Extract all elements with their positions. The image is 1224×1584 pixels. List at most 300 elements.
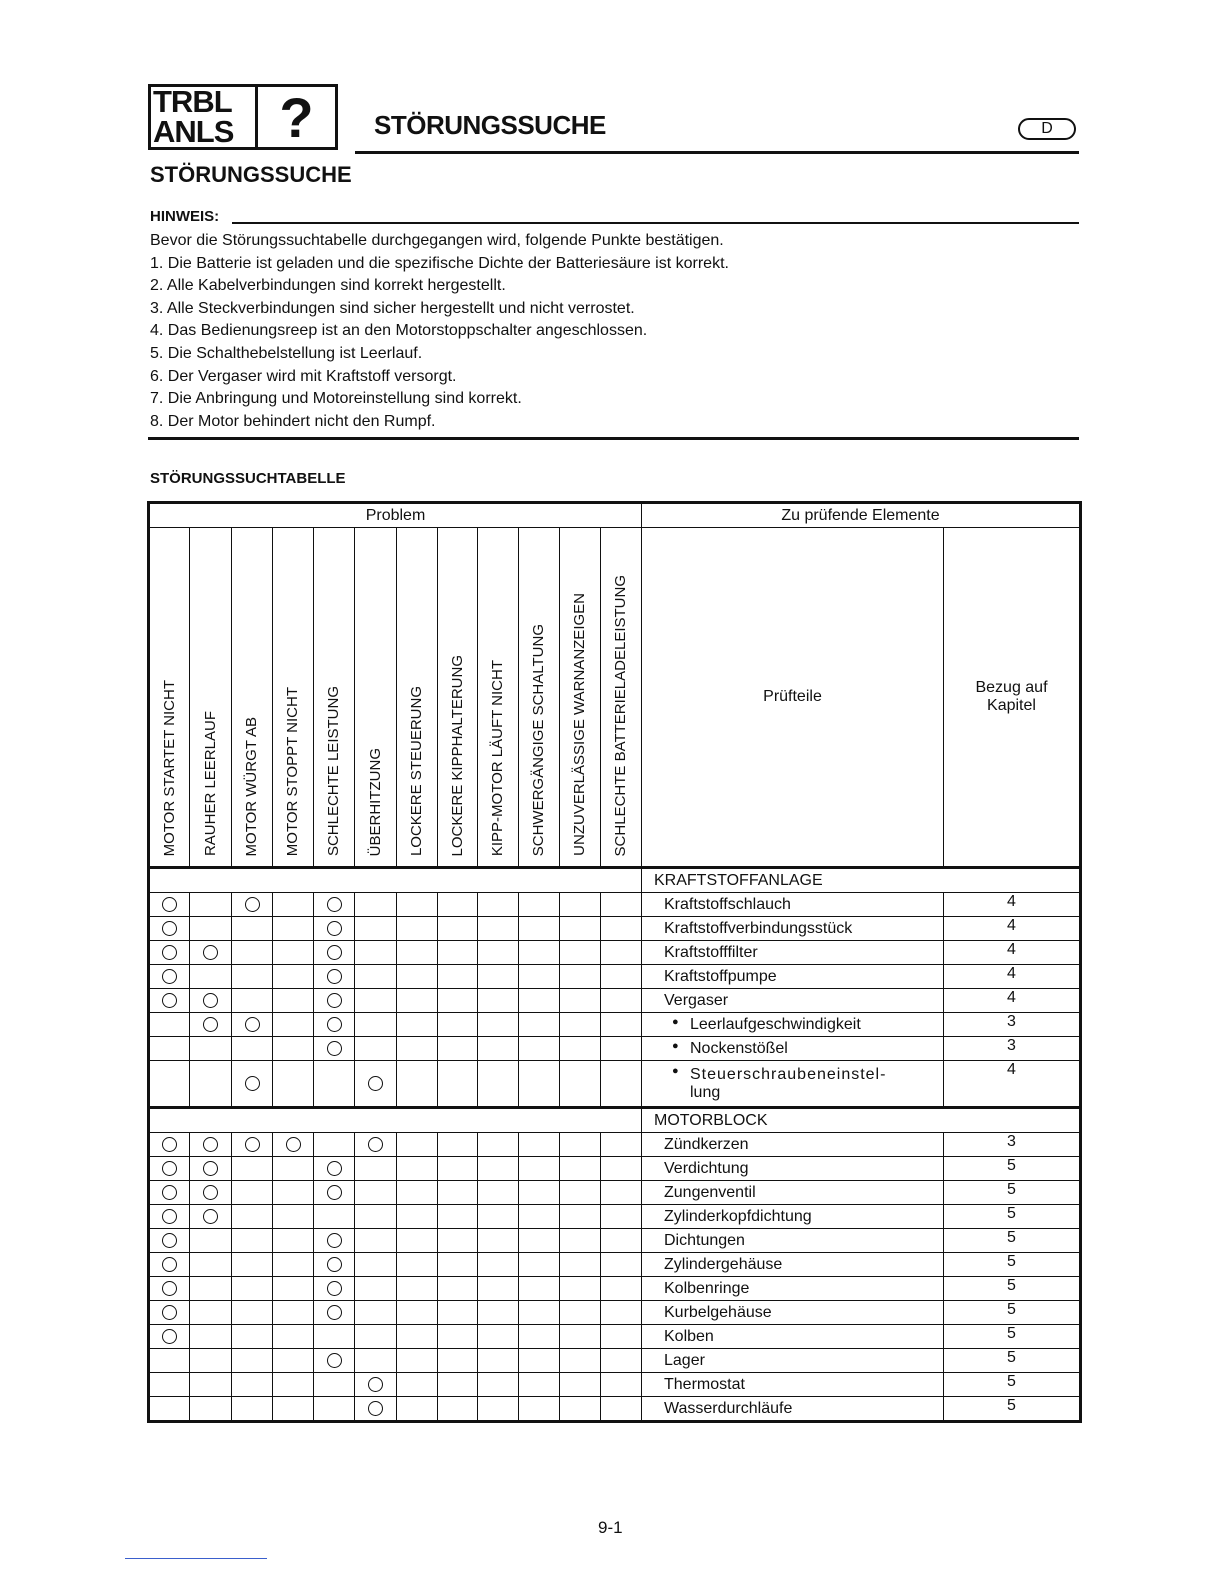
mark-cell — [190, 1061, 232, 1108]
mark-cell — [190, 1397, 232, 1422]
mark-cell — [355, 1061, 397, 1108]
mark-cell — [560, 1205, 601, 1229]
mark-cell — [314, 1205, 355, 1229]
circle-mark-icon — [162, 969, 177, 984]
mark-cell — [601, 1061, 642, 1108]
mark-cell — [355, 917, 397, 941]
problem-label: ÜBERHITZUNG — [366, 747, 384, 856]
mark-cell — [149, 1133, 190, 1157]
mark-cell — [355, 1133, 397, 1157]
mark-cell — [478, 1373, 519, 1397]
circle-mark-icon — [368, 1137, 383, 1152]
mark-cell — [232, 989, 273, 1013]
circle-mark-icon — [162, 1209, 177, 1224]
note-line: 1. Die Batterie ist geladen und die spezifische Dichte der Batteriesäure ist korrekt. — [150, 254, 729, 272]
mark-cell — [560, 1013, 601, 1037]
mark-cell — [397, 1157, 438, 1181]
part-name — [642, 1277, 944, 1301]
mark-cell — [478, 917, 519, 941]
mark-cell — [438, 1325, 478, 1349]
note-line: 2. Alle Kabelverbindungen sind korrekt hergestellt. — [150, 277, 506, 295]
circle-mark-icon — [327, 1305, 342, 1320]
mark-cell — [355, 1277, 397, 1301]
mark-cell — [273, 965, 314, 989]
circle-mark-icon — [203, 1185, 218, 1200]
mark-cell — [397, 1373, 438, 1397]
table-row — [149, 989, 1081, 1013]
mark-cell — [149, 1037, 190, 1061]
mark-cell — [232, 1037, 273, 1061]
circle-mark-icon — [162, 993, 177, 1008]
circle-mark-icon — [203, 1137, 218, 1152]
circle-mark-icon — [327, 1017, 342, 1032]
mark-cell — [601, 965, 642, 989]
mark-cell — [438, 1013, 478, 1037]
mark-cell — [601, 1181, 642, 1205]
mark-cell — [601, 1037, 642, 1061]
problem-label: SCHLECHTE LEISTUNG — [325, 685, 342, 856]
mark-cell — [519, 989, 560, 1013]
mark-cell — [190, 941, 232, 965]
mark-cell — [438, 1229, 478, 1253]
header-title: STÖRUNGSSUCHE — [374, 110, 606, 140]
mark-cell — [601, 1301, 642, 1325]
note-bottom-rule — [148, 437, 1079, 440]
problem-header: Problem — [149, 503, 642, 528]
mark-cell — [273, 1133, 314, 1157]
mark-cell — [519, 1037, 560, 1061]
mark-cell — [190, 1253, 232, 1277]
mark-cell — [438, 1373, 478, 1397]
mark-cell — [314, 1157, 355, 1181]
chapter-ref: 5 — [944, 1397, 1081, 1422]
circle-mark-icon — [327, 1233, 342, 1248]
problem-column-header — [601, 528, 642, 868]
mark-cell — [355, 989, 397, 1013]
mark-cell — [438, 1205, 478, 1229]
mark-cell — [438, 989, 478, 1013]
mark-cell — [273, 1373, 314, 1397]
mark-cell — [601, 1013, 642, 1037]
mark-cell — [190, 1181, 232, 1205]
circle-mark-icon — [162, 945, 177, 960]
mark-cell — [519, 1229, 560, 1253]
part-name — [642, 1013, 944, 1037]
mark-cell — [314, 1301, 355, 1325]
mark-cell — [232, 1301, 273, 1325]
circle-mark-icon — [162, 1281, 177, 1296]
mark-cell — [273, 941, 314, 965]
mark-cell — [560, 989, 601, 1013]
part-name — [642, 1181, 944, 1205]
mark-cell — [314, 917, 355, 941]
chapter-ref: 5 — [944, 1157, 1081, 1181]
mark-cell — [190, 1229, 232, 1253]
mark-cell — [397, 1181, 438, 1205]
mark-cell — [397, 1013, 438, 1037]
mark-cell — [397, 1325, 438, 1349]
mark-cell — [397, 1061, 438, 1108]
mark-cell — [560, 1253, 601, 1277]
part-name — [642, 917, 944, 941]
circle-mark-icon — [162, 1257, 177, 1272]
mark-cell — [232, 965, 273, 989]
table-row — [149, 1349, 1081, 1373]
chapter-ref: 5 — [944, 1325, 1081, 1349]
problem-label: UNZUVERLÄSSIGE WARNANZEIGEN — [571, 593, 588, 856]
mark-cell — [560, 1181, 601, 1205]
problem-label: MOTOR STARTET NICHT — [160, 679, 178, 856]
mark-cell — [232, 1133, 273, 1157]
mark-cell — [478, 1397, 519, 1422]
part-text: Wasserdurchläufe — [664, 1399, 793, 1417]
mark-cell — [355, 1373, 397, 1397]
mark-cell — [601, 989, 642, 1013]
problem-label: MOTOR WÜRGT AB — [243, 716, 260, 856]
part-text: Lager — [664, 1351, 705, 1369]
mark-cell — [355, 941, 397, 965]
circle-mark-icon — [368, 1377, 383, 1392]
decorative-line — [125, 1558, 267, 1559]
problem-column-header — [149, 528, 190, 868]
part-text: Thermostat — [664, 1375, 745, 1393]
mark-cell — [232, 1013, 273, 1037]
circle-mark-icon — [368, 1401, 383, 1416]
mark-cell — [190, 1205, 232, 1229]
chapter-ref: 4 — [944, 893, 1081, 917]
mark-cell — [232, 1157, 273, 1181]
part-text: Kolben — [664, 1327, 714, 1345]
mark-cell — [273, 1253, 314, 1277]
mark-cell — [355, 1349, 397, 1373]
mark-cell — [601, 1133, 642, 1157]
mark-cell — [478, 1205, 519, 1229]
mark-cell — [149, 893, 190, 917]
mark-cell — [397, 1229, 438, 1253]
mark-cell — [519, 965, 560, 989]
mark-cell — [355, 1037, 397, 1061]
circle-mark-icon — [327, 1041, 342, 1056]
troubleshooting-table — [147, 501, 1082, 1423]
mark-cell — [149, 1325, 190, 1349]
part-name — [642, 1349, 944, 1373]
note-line: 4. Das Bedienungsreep ist an den Motorstoppschalter angeschlossen. — [150, 322, 648, 340]
mark-cell — [190, 1037, 232, 1061]
mark-cell — [149, 989, 190, 1013]
mark-cell — [478, 1229, 519, 1253]
bullet-icon: ● — [672, 1040, 679, 1052]
mark-cell — [438, 1181, 478, 1205]
mark-cell — [519, 1373, 560, 1397]
circle-mark-icon — [327, 945, 342, 960]
chapter-ref: 4 — [944, 941, 1081, 965]
chapter-ref: 4 — [944, 989, 1081, 1013]
mark-cell — [232, 917, 273, 941]
problem-label: KIPP-MOTOR LÄUFT NICHT — [489, 659, 506, 856]
part-text: Nockenstößel — [690, 1039, 788, 1057]
mark-cell — [601, 1397, 642, 1422]
problem-label: LOCKERE STEUERUNG — [408, 685, 425, 856]
circle-mark-icon — [162, 921, 177, 936]
mark-cell — [601, 1253, 642, 1277]
mark-cell — [397, 1205, 438, 1229]
language-mark: D — [1018, 118, 1076, 140]
mark-cell — [560, 941, 601, 965]
circle-mark-icon — [327, 921, 342, 936]
mark-cell — [273, 1181, 314, 1205]
mark-cell — [601, 1349, 642, 1373]
circle-mark-icon — [162, 1161, 177, 1176]
problem-column-header — [355, 528, 397, 868]
mark-cell — [273, 1277, 314, 1301]
mark-cell — [355, 1157, 397, 1181]
mark-cell — [190, 893, 232, 917]
mark-cell — [355, 1205, 397, 1229]
section-spacer — [149, 1108, 642, 1133]
mark-cell — [314, 1229, 355, 1253]
mark-cell — [519, 1133, 560, 1157]
page-title: STÖRUNGSSUCHE — [150, 162, 352, 187]
mark-cell — [314, 1253, 355, 1277]
mark-cell — [397, 1349, 438, 1373]
mark-cell — [149, 1205, 190, 1229]
chapter-ref: 5 — [944, 1349, 1081, 1373]
circle-mark-icon — [245, 897, 260, 912]
note-top-rule — [232, 222, 1079, 224]
part-text: Kraftstofffilter — [664, 943, 758, 961]
mark-cell — [601, 941, 642, 965]
chapter-ref: 5 — [944, 1301, 1081, 1325]
mark-cell — [273, 1157, 314, 1181]
note-line: Bevor die Störungssuchtabelle durchgegangen wird, folgende Punkte bestätigen. — [150, 232, 724, 249]
mark-cell — [232, 893, 273, 917]
section-logo — [148, 84, 338, 150]
part-text: Dichtungen — [664, 1231, 745, 1249]
table-row — [149, 1061, 1081, 1108]
mark-cell — [273, 1397, 314, 1422]
part-text: Kolbenringe — [664, 1279, 750, 1297]
table-row — [149, 1133, 1081, 1157]
mark-cell — [149, 1181, 190, 1205]
mark-cell — [273, 1229, 314, 1253]
check-header: Zu prüfende Elemente — [642, 503, 1081, 528]
mark-cell — [232, 1181, 273, 1205]
problem-column-header — [560, 528, 601, 868]
mark-cell — [397, 965, 438, 989]
mark-cell — [190, 1133, 232, 1157]
mark-cell — [149, 1397, 190, 1422]
mark-cell — [478, 1013, 519, 1037]
table-row — [149, 1013, 1081, 1037]
mark-cell — [397, 1133, 438, 1157]
chapter-ref: 5 — [944, 1229, 1081, 1253]
mark-cell — [478, 1157, 519, 1181]
mark-cell — [273, 1325, 314, 1349]
mark-cell — [560, 1325, 601, 1349]
mark-cell — [149, 1253, 190, 1277]
circle-mark-icon — [162, 1329, 177, 1344]
problem-column-header — [273, 528, 314, 868]
mark-cell — [314, 941, 355, 965]
mark-cell — [560, 1397, 601, 1422]
table-row — [149, 1181, 1081, 1205]
mark-cell — [149, 965, 190, 989]
mark-cell — [273, 989, 314, 1013]
table-row — [149, 1229, 1081, 1253]
mark-cell — [397, 1397, 438, 1422]
mark-cell — [519, 1397, 560, 1422]
chapter-ref: 3 — [944, 1013, 1081, 1037]
mark-cell — [190, 1157, 232, 1181]
mark-cell — [397, 1277, 438, 1301]
mark-cell — [190, 1349, 232, 1373]
mark-cell — [560, 1133, 601, 1157]
mark-cell — [314, 1397, 355, 1422]
mark-cell — [519, 1013, 560, 1037]
mark-cell — [314, 1373, 355, 1397]
mark-cell — [438, 965, 478, 989]
circle-mark-icon — [203, 945, 218, 960]
chapter-ref: 5 — [944, 1277, 1081, 1301]
mark-cell — [314, 1133, 355, 1157]
part-text: Kurbelgehäuse — [664, 1303, 772, 1321]
table-row — [149, 1205, 1081, 1229]
problem-column-header — [397, 528, 438, 868]
bullet-icon: ● — [672, 1065, 679, 1077]
table-row — [149, 1157, 1081, 1181]
note-line: 3. Alle Steckverbindungen sind sicher hergestellt und nicht verrostet. — [150, 299, 635, 317]
chapter-ref: 4 — [944, 965, 1081, 989]
circle-mark-icon — [286, 1137, 301, 1152]
circle-mark-icon — [162, 1137, 177, 1152]
part-text: Zündkerzen — [664, 1135, 749, 1153]
circle-mark-icon — [327, 1161, 342, 1176]
mark-cell — [149, 1373, 190, 1397]
table-row — [149, 917, 1081, 941]
mark-cell — [438, 1301, 478, 1325]
note-line: 5. Die Schalthebelstellung ist Leerlauf. — [150, 344, 423, 362]
circle-mark-icon — [245, 1076, 260, 1091]
mark-cell — [355, 1181, 397, 1205]
table-row — [149, 941, 1081, 965]
part-text: Verdichtung — [664, 1159, 749, 1177]
table-row — [149, 1253, 1081, 1277]
mark-cell — [149, 1061, 190, 1108]
circle-mark-icon — [203, 1017, 218, 1032]
mark-cell — [601, 893, 642, 917]
circle-mark-icon — [327, 1281, 342, 1296]
problem-column-header — [314, 528, 355, 868]
mark-cell — [314, 1181, 355, 1205]
problem-column-header — [478, 528, 519, 868]
mark-cell — [438, 917, 478, 941]
note-text — [150, 230, 729, 433]
mark-cell — [190, 965, 232, 989]
part-name — [642, 965, 944, 989]
mark-cell — [601, 1205, 642, 1229]
mark-cell — [397, 1301, 438, 1325]
note-label: HINWEIS: — [150, 208, 220, 225]
part-text-continued: lung — [690, 1083, 721, 1101]
mark-cell — [314, 965, 355, 989]
mark-cell — [397, 917, 438, 941]
mark-cell — [438, 1397, 478, 1422]
mark-cell — [232, 1397, 273, 1422]
mark-cell — [478, 1301, 519, 1325]
mark-cell — [560, 917, 601, 941]
mark-cell — [149, 917, 190, 941]
part-name — [642, 1037, 944, 1061]
mark-cell — [519, 893, 560, 917]
table-row — [149, 1373, 1081, 1397]
part-name — [642, 1133, 944, 1157]
mark-cell — [519, 1277, 560, 1301]
problem-label: SCHWERGÄNGIGE SCHALTUNG — [530, 623, 547, 856]
mark-cell — [314, 989, 355, 1013]
mark-cell — [232, 1229, 273, 1253]
mark-cell — [314, 1037, 355, 1061]
mark-cell — [355, 1013, 397, 1037]
mark-cell — [560, 1061, 601, 1108]
mark-cell — [478, 1061, 519, 1108]
mark-cell — [232, 1205, 273, 1229]
part-text: Steuerschraubeneinstel- — [690, 1065, 887, 1083]
mark-cell — [560, 1157, 601, 1181]
part-name — [642, 1205, 944, 1229]
mark-cell — [190, 1277, 232, 1301]
mark-cell — [397, 893, 438, 917]
chapter-ref: 5 — [944, 1181, 1081, 1205]
mark-cell — [519, 1181, 560, 1205]
problem-label: SCHLECHTE BATTERIELADELEISTUNG — [612, 574, 629, 856]
circle-mark-icon — [162, 1305, 177, 1320]
chapter-ref: 3 — [944, 1133, 1081, 1157]
part-name — [642, 1253, 944, 1277]
mark-cell — [438, 1277, 478, 1301]
mark-cell — [560, 1373, 601, 1397]
circle-mark-icon — [327, 897, 342, 912]
mark-cell — [478, 1133, 519, 1157]
mark-cell — [190, 989, 232, 1013]
mark-cell — [314, 893, 355, 917]
mark-cell — [519, 1157, 560, 1181]
mark-cell — [438, 1037, 478, 1061]
table-row — [149, 1037, 1081, 1061]
mark-cell — [314, 1277, 355, 1301]
chapter-ref: 3 — [944, 1037, 1081, 1061]
circle-mark-icon — [327, 1257, 342, 1272]
mark-cell — [314, 1061, 355, 1108]
mark-cell — [190, 1301, 232, 1325]
part-name — [642, 1061, 944, 1108]
mark-cell — [232, 1325, 273, 1349]
mark-cell — [190, 1013, 232, 1037]
mark-cell — [273, 1205, 314, 1229]
mark-cell — [519, 1325, 560, 1349]
mark-cell — [601, 1373, 642, 1397]
mark-cell — [232, 1253, 273, 1277]
circle-mark-icon — [245, 1137, 260, 1152]
table-row — [149, 893, 1081, 917]
table-row — [149, 1397, 1081, 1422]
part-name — [642, 1157, 944, 1181]
mark-cell — [519, 1301, 560, 1325]
mark-cell — [355, 1325, 397, 1349]
mark-cell — [232, 1373, 273, 1397]
mark-cell — [397, 1037, 438, 1061]
mark-cell — [438, 1157, 478, 1181]
mark-cell — [560, 1349, 601, 1373]
